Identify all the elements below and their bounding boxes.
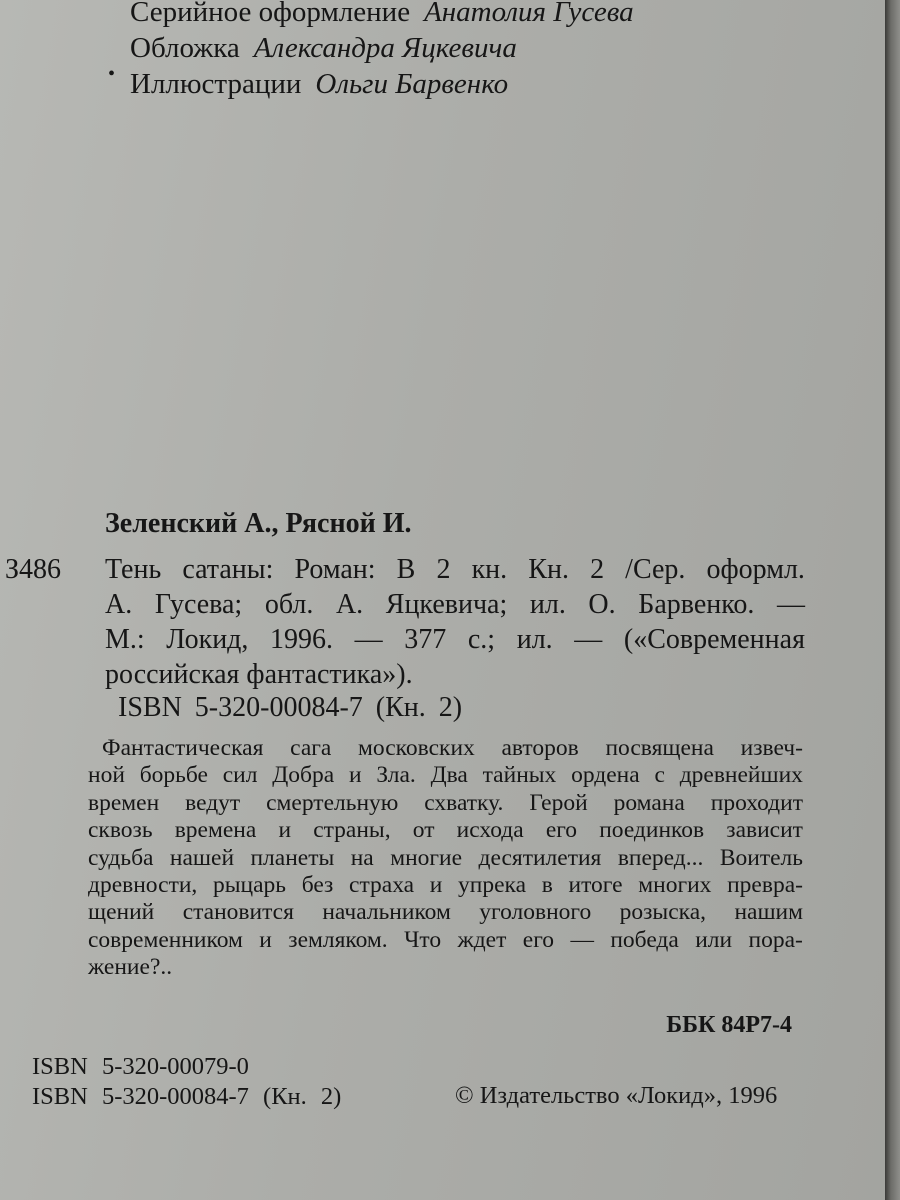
biblio-word: — — [574, 624, 603, 655]
abstract-word: ведут — [185, 789, 241, 816]
abstract-word: схватку. — [424, 789, 504, 816]
credit-role: Серийное оформление — [130, 0, 411, 28]
biblio-line — [105, 657, 805, 692]
abstract-word: многих — [638, 872, 712, 899]
abstract-word: поединков — [599, 817, 705, 844]
abstract-word: Герой — [529, 789, 588, 816]
biblio-word: с.; — [467, 624, 496, 655]
abstract-word: времена — [174, 817, 257, 844]
abstract-word: и — [348, 762, 362, 789]
abstract-paragraph — [88, 735, 803, 982]
abstract-line — [88, 954, 803, 981]
abstract-word: сага — [290, 735, 332, 761]
bibliographic-description — [105, 552, 805, 692]
abstract-word: нашим — [734, 899, 803, 926]
abstract-word: исхода — [456, 817, 524, 844]
abstract-word: без — [301, 872, 334, 899]
abstract-line — [88, 790, 803, 817]
isbn-line: ISBN 5-320-00084-7 (Кн. 2) — [32, 1083, 342, 1110]
catalog-code: З486 — [5, 554, 62, 585]
credit-name: Ольги Барвенко — [315, 68, 509, 100]
biblio-line — [105, 552, 805, 587]
abstract-word: извеч- — [740, 735, 803, 761]
abstract-word: древности, — [88, 872, 198, 899]
abstract-word: Воитель — [719, 844, 803, 871]
abstract-word: от — [412, 817, 435, 844]
credit-name: Анатолия Гусева — [424, 0, 634, 28]
abstract-word: на — [350, 844, 374, 871]
abstract-word: планеты — [250, 844, 335, 871]
page-edge — [885, 0, 900, 1200]
biblio-word: В — [396, 554, 416, 585]
abstract-word: ждет — [457, 926, 507, 953]
biblio-word: О. — [588, 589, 616, 620]
abstract-word: уголовного — [479, 899, 592, 926]
abstract-word: Что — [404, 926, 442, 953]
abstract-word: ордена — [571, 762, 640, 789]
credit-role: Обложка — [130, 32, 240, 64]
abstract-word: зависит — [726, 817, 803, 844]
abstract-word: смертельную — [266, 789, 399, 816]
abstract-word: ной — [88, 762, 125, 789]
biblio-word: 2 — [436, 554, 451, 585]
abstract-word: сил — [222, 762, 258, 789]
abstract-word: тайных — [482, 762, 557, 789]
abstract-word: с — [654, 762, 665, 789]
abstract-word: нашей — [169, 844, 235, 871]
credit-role: Иллюстрации — [130, 68, 302, 100]
abstract-word: древнейших — [679, 762, 803, 789]
biblio-word: Яцкевича; — [385, 589, 508, 620]
credit-illustrations — [130, 66, 634, 102]
abstract-line — [88, 927, 803, 954]
biblio-word: ил. — [516, 624, 553, 655]
abstract-word: десятилетия — [478, 844, 602, 871]
abstract-word: итоге — [568, 872, 623, 899]
biblio-word: /Сер. — [625, 554, 686, 585]
biblio-word: Тень — [105, 554, 162, 585]
abstract-word: многие — [390, 844, 463, 871]
abstract-word: и — [429, 872, 443, 899]
abstract-word: победа — [610, 926, 679, 953]
abstract-line — [88, 899, 803, 926]
abstract-word: Фантастическая — [102, 735, 264, 761]
biblio-word: 2 — [590, 554, 605, 585]
credit-series-design — [130, 0, 634, 30]
abstract-word: земляком. — [288, 926, 388, 953]
abstract-word: борьбе — [139, 762, 208, 789]
abstract-line — [88, 762, 803, 789]
abstract-word: вперед... — [617, 844, 704, 871]
abstract-word: превра- — [727, 872, 803, 899]
biblio-word: («Современная — [623, 624, 805, 655]
abstract-line — [88, 872, 803, 899]
abstract-word: начальником — [322, 899, 451, 926]
abstract-word: жение?.. — [88, 954, 173, 981]
biblio-word: Барвенко. — [638, 589, 755, 620]
abstract-word: пора- — [748, 926, 803, 953]
biblio-word: Роман: — [294, 554, 376, 585]
abstract-word: или — [695, 926, 733, 953]
abstract-word: его — [522, 926, 555, 953]
credit-name: Александра Яцкевича — [253, 32, 517, 64]
biblio-line — [105, 587, 805, 622]
abstract-word: становится — [182, 899, 294, 926]
abstract-word: страны, — [313, 817, 391, 844]
biblio-word: А. — [335, 589, 364, 620]
abstract-word: авторов — [501, 735, 579, 761]
abstract-word: Добра — [272, 762, 335, 789]
abstract-word: упрека — [458, 872, 527, 899]
biblio-word: Локид, — [166, 624, 249, 655]
abstract-word: щений — [88, 899, 155, 926]
isbn-line: ISBN 5-320-00079-0 — [32, 1053, 249, 1080]
biblio-line — [105, 622, 805, 657]
biblio-word: сатаны: — [182, 554, 274, 585]
abstract-word: страха — [349, 872, 415, 899]
credits-block — [108, 0, 634, 102]
bbk-index: ББК 84Р7-4 — [666, 1012, 792, 1038]
abstract-word: современником — [88, 926, 243, 953]
abstract-word: сквозь — [88, 817, 153, 844]
abstract-line — [88, 845, 803, 872]
biblio-word: кн. — [471, 554, 508, 585]
biblio-word: 377 — [404, 624, 447, 655]
abstract-word: московских — [358, 735, 475, 761]
biblio-word: Гусева; — [154, 589, 243, 620]
abstract-word: в — [541, 872, 553, 899]
abstract-word: проходит — [710, 789, 803, 816]
abstract-word: посвящена — [605, 735, 714, 761]
biblio-word: оформл. — [706, 554, 805, 585]
isbn-list — [32, 1052, 341, 1112]
biblio-word: Кн. — [528, 554, 569, 585]
abstract-word: — — [570, 926, 594, 953]
abstract-word: Зла. — [376, 762, 416, 789]
biblio-word: А. — [105, 589, 133, 620]
biblio-word: обл. — [264, 589, 314, 620]
abstract-word: времен — [88, 789, 160, 816]
biblio-word: 1996. — [270, 624, 334, 655]
abstract-word: рыцарь — [212, 872, 286, 899]
copyright-notice: © Издательство «Локид», 1996 — [455, 1082, 778, 1109]
abstract-line — [88, 735, 803, 762]
abstract-word: Два — [430, 762, 468, 789]
abstract-word: его — [545, 817, 578, 844]
biblio-word: — — [354, 624, 383, 655]
abstract-word: судьба — [88, 844, 154, 871]
biblio-word: ил. — [529, 589, 566, 620]
biblio-word: российская фантастика»). — [105, 659, 413, 690]
credit-cover — [130, 30, 634, 66]
catalog-isbn: ISBN 5-320-00084-7 (Кн. 2) — [118, 692, 463, 723]
bullet-mark: • — [108, 63, 116, 85]
abstract-word: розыска, — [619, 899, 707, 926]
abstract-word: романа — [613, 789, 685, 816]
biblio-word: М.: — [105, 624, 145, 655]
abstract-line — [88, 817, 803, 844]
authors-heading: Зеленский А., Рясной И. — [105, 508, 412, 539]
abstract-word: и — [259, 926, 272, 953]
biblio-word: — — [777, 589, 805, 620]
abstract-word: и — [278, 817, 292, 844]
